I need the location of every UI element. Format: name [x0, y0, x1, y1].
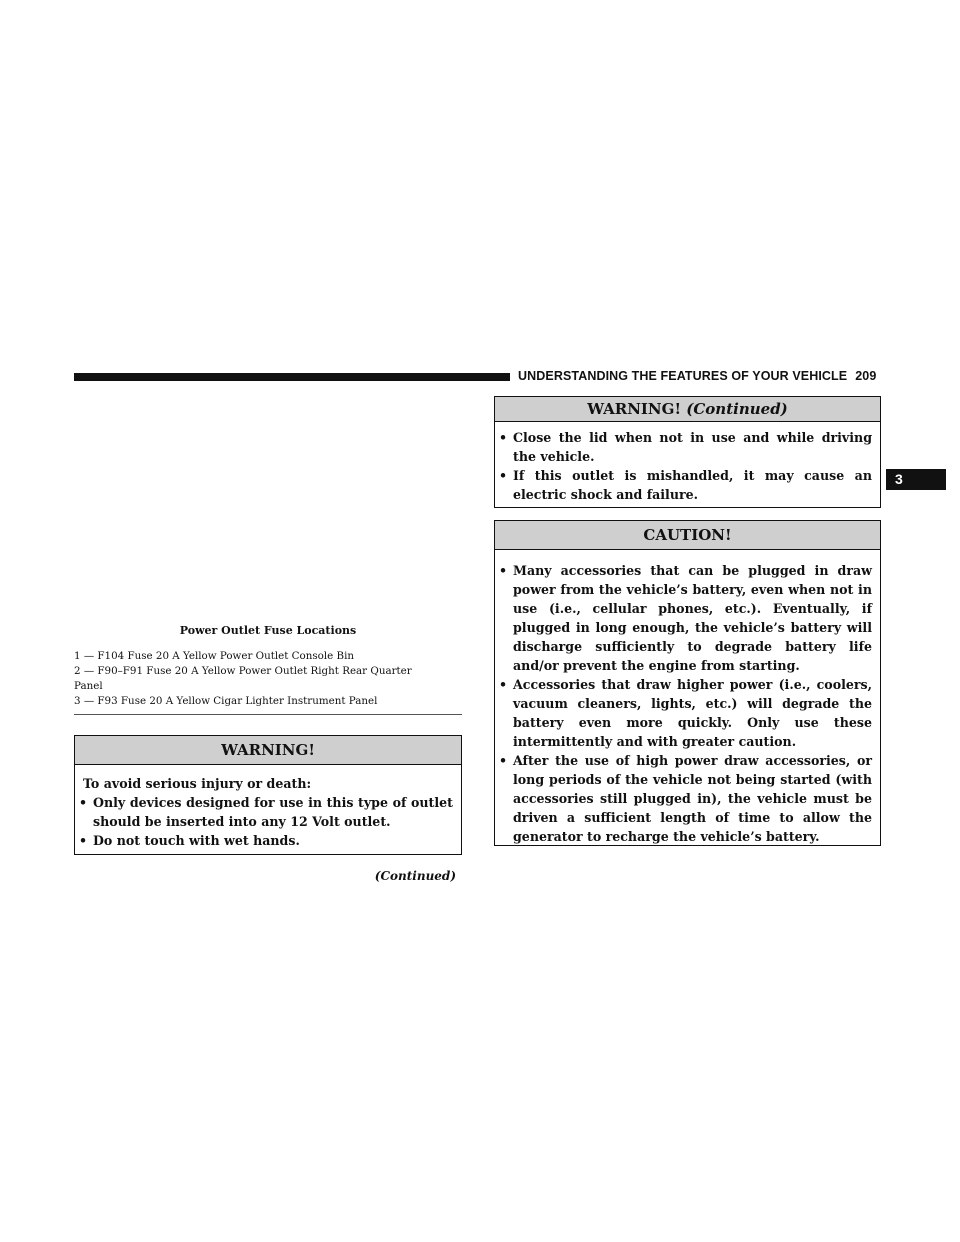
- bullet-dot: •: [499, 468, 508, 483]
- bullet-dot: •: [79, 795, 88, 810]
- warning-body: [75, 765, 461, 850]
- warning-item-text: Close the lid when not in use and while driving the vehicle.: [513, 430, 872, 464]
- legend-line: 1 — F104 Fuse 20 A Yellow Power Outlet Console Bin: [74, 650, 355, 662]
- caption-divider: [74, 714, 462, 715]
- bullet-dot: •: [499, 753, 508, 768]
- page-number: 209: [855, 369, 877, 383]
- caution-box: [494, 520, 881, 846]
- running-header: [518, 369, 876, 383]
- warning-item: [495, 428, 872, 466]
- caution-item-text: After the use of high power draw accessories, or long periods of the vehicle not being started (with accessories still plugged in), the vehicle must be driven a sufficient length of time to allow the generator to recharge the vehicle’s battery.: [513, 753, 872, 844]
- caution-item: [495, 675, 872, 751]
- warning-title-suffix: (Continued): [686, 400, 788, 418]
- warning-box: [74, 735, 462, 855]
- bullet-dot: •: [499, 563, 508, 578]
- caution-item: [495, 561, 872, 675]
- warning-continued-title: [495, 397, 880, 422]
- legend-line: 2 — F90–F91 Fuse 20 A Yellow Power Outlet Right Rear Quarter: [74, 665, 412, 677]
- warning-item: [75, 793, 453, 831]
- warning-item: [495, 466, 872, 504]
- figure-caption-title: Power Outlet Fuse Locations: [179, 624, 357, 637]
- legend-line: 3 — F93 Fuse 20 A Yellow Cigar Lighter Instrument Panel: [74, 695, 378, 707]
- warning-continued-box: [494, 396, 881, 508]
- warning-intro: To avoid serious injury or death:: [83, 776, 312, 791]
- bullet-dot: •: [499, 677, 508, 692]
- warning-continued-body: [495, 422, 880, 504]
- chapter-tab: 3: [886, 469, 946, 490]
- warning-item-text: If this outlet is mishandled, it may cause an electric shock and failure.: [513, 468, 872, 502]
- caution-item: [495, 751, 872, 846]
- warning-title: WARNING!: [75, 736, 461, 765]
- bullet-dot: •: [499, 430, 508, 445]
- caution-title: CAUTION!: [495, 521, 880, 550]
- header-rule: [74, 373, 510, 381]
- caution-body: [495, 550, 880, 846]
- figure-caption-legend: [74, 649, 462, 709]
- caution-item-text: Accessories that draw higher power (i.e., coolers, vacuum cleaners, lights, etc.) will degrade the battery even more quickly. Only use these intermittently and with greater caution.: [513, 677, 872, 749]
- warning-item: [75, 831, 453, 850]
- caution-item-text: Many accessories that can be plugged in draw power from the vehicle’s battery, even when not in use (i.e., cellular phones, etc.). Eventually, if plugged in long enough, the vehicle’s battery will discharge sufficiently to degrade battery life and/or prevent the engine from starting.: [513, 563, 872, 673]
- warning-title-text: WARNING!: [587, 400, 682, 418]
- warning-item-text: Do not touch with wet hands.: [93, 833, 300, 848]
- continued-label: (Continued): [374, 869, 456, 883]
- warning-item-text: Only devices designed for use in this type of outlet should be inserted into any 12 Volt outlet.: [93, 795, 453, 829]
- header-title: UNDERSTANDING THE FEATURES OF YOUR VEHICLE: [518, 369, 848, 383]
- bullet-dot: •: [79, 833, 88, 848]
- legend-line: Panel: [74, 680, 103, 692]
